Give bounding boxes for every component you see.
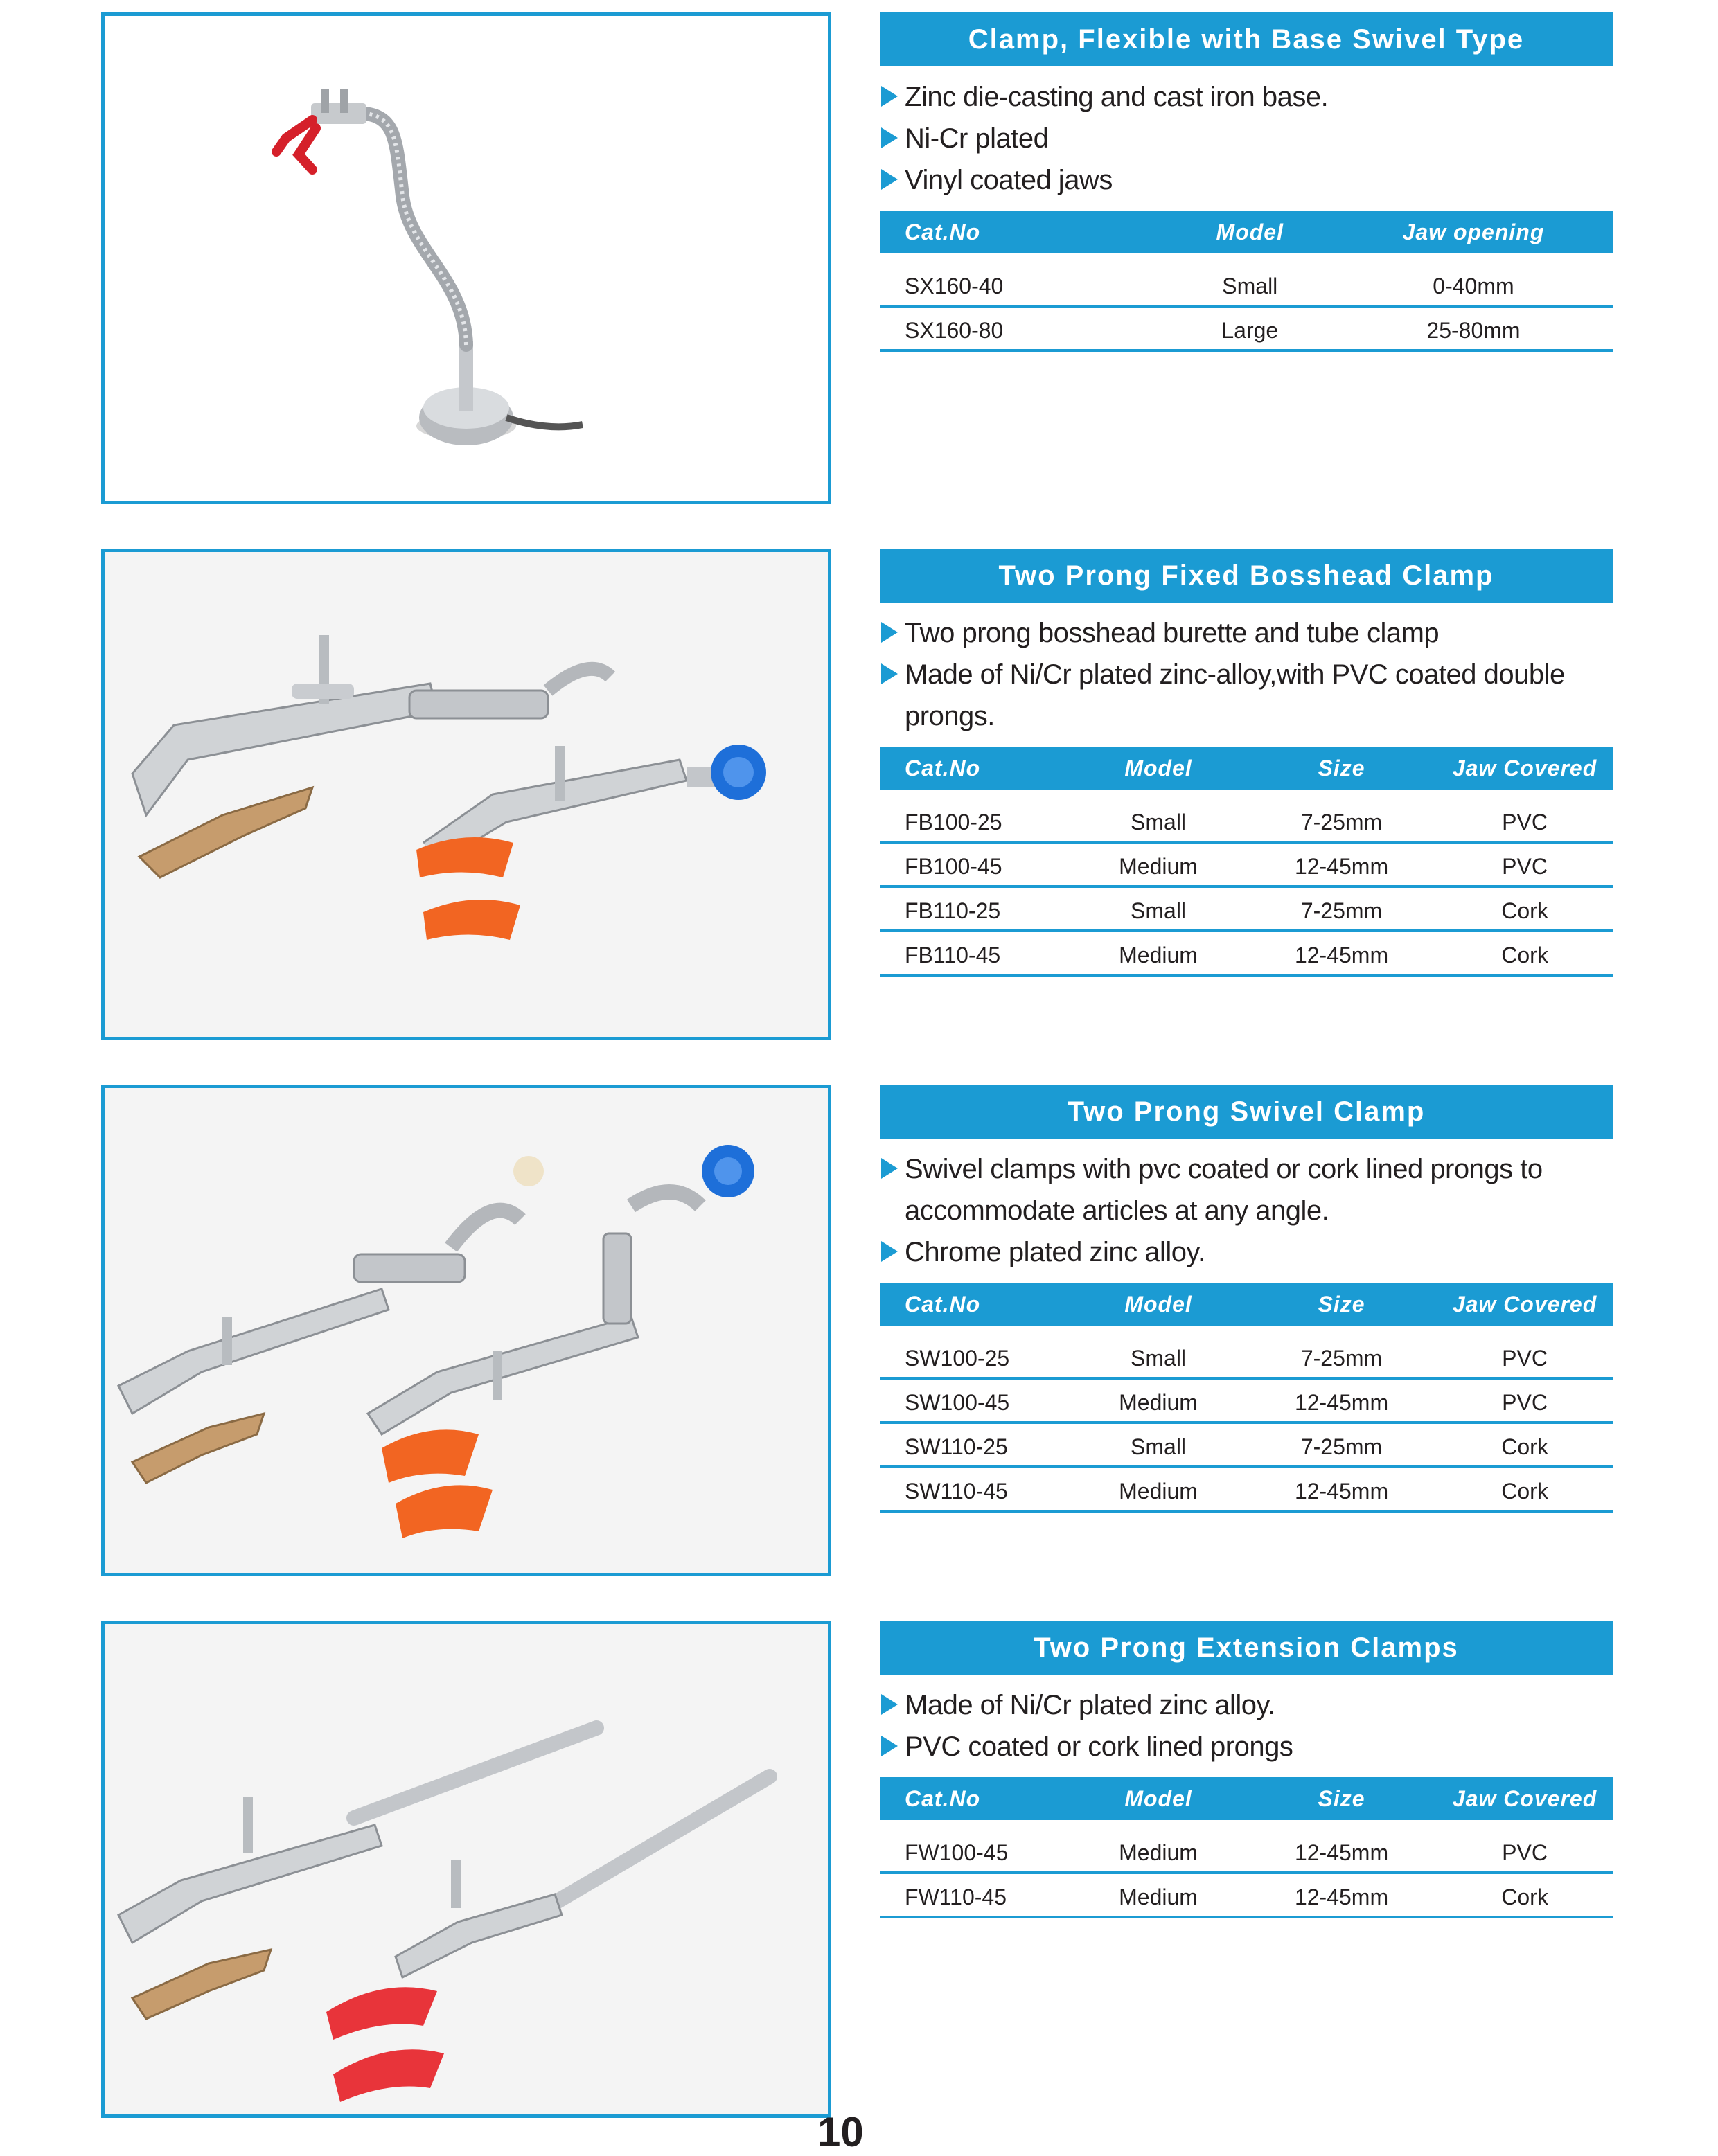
table-row <box>880 306 1613 350</box>
column-header: Cat.No <box>880 1283 1070 1326</box>
table-row <box>880 799 1613 842</box>
table-row <box>880 842 1613 887</box>
table-cell: 7-25mm <box>1246 1335 1437 1378</box>
feature-list <box>880 612 1613 737</box>
table-cell: FB110-25 <box>880 887 1070 931</box>
column-header: Model <box>1070 1283 1246 1326</box>
table-cell: PVC <box>1437 1378 1613 1423</box>
table-cell: SX160-40 <box>880 263 1166 306</box>
table-cell: 25-80mm <box>1334 306 1613 350</box>
table-row <box>880 887 1613 931</box>
feature-item: Made of Ni/Cr plated zinc alloy. <box>880 1684 1613 1726</box>
table-cell: Medium <box>1070 1467 1246 1511</box>
table-cell: FW100-45 <box>880 1830 1070 1873</box>
table-cell: 12-45mm <box>1246 1467 1437 1511</box>
product-title: Clamp, Flexible with Base Swivel Type <box>880 12 1613 66</box>
column-header: Model <box>1070 747 1246 790</box>
spec-table <box>880 211 1613 352</box>
table-cell: Medium <box>1070 1378 1246 1423</box>
column-header: Jaw opening <box>1334 211 1613 253</box>
table-cell: PVC <box>1437 842 1613 887</box>
table-cell: PVC <box>1437 1335 1613 1378</box>
product-photo-swivel-clamp <box>101 1085 831 1576</box>
table-cell: Small <box>1070 1423 1246 1467</box>
table-header-row <box>880 211 1613 253</box>
table-cell: PVC <box>1437 1830 1613 1873</box>
feature-item: Two prong bosshead burette and tube clamp <box>880 612 1613 654</box>
table-header-row <box>880 1283 1613 1326</box>
table-cell: SX160-80 <box>880 306 1166 350</box>
bullet-triangle-icon <box>881 1241 898 1262</box>
feature-list <box>880 76 1613 201</box>
table-cell: Medium <box>1070 1830 1246 1873</box>
table-cell: Medium <box>1070 1873 1246 1917</box>
table-cell: Small <box>1070 887 1246 931</box>
bullet-triangle-icon <box>881 169 898 190</box>
table-cell: PVC <box>1437 799 1613 842</box>
column-header: Model <box>1070 1777 1246 1820</box>
table-cell: Cork <box>1437 1467 1613 1511</box>
table-cell: Cork <box>1437 1423 1613 1467</box>
product-photo-fixed-bosshead-clamp <box>101 549 831 1040</box>
table-cell: FB100-45 <box>880 842 1070 887</box>
table-row <box>880 931 1613 975</box>
table-cell: 7-25mm <box>1246 799 1437 842</box>
feature-item: Made of Ni/Cr plated zinc-alloy,with PVC coated double prongs. <box>880 654 1613 737</box>
spec-table <box>880 1283 1613 1513</box>
table-cell: 7-25mm <box>1246 1423 1437 1467</box>
bullet-triangle-icon <box>881 127 898 148</box>
table-row <box>880 1830 1613 1873</box>
table-cell: Cork <box>1437 931 1613 975</box>
table-cell: Small <box>1166 263 1334 306</box>
table-row <box>880 1873 1613 1917</box>
spec-table <box>880 1777 1613 1918</box>
bullet-triangle-icon <box>881 622 898 643</box>
spec-table <box>880 747 1613 977</box>
column-header: Size <box>1246 747 1437 790</box>
column-header: Cat.No <box>880 747 1070 790</box>
table-cell: FB110-45 <box>880 931 1070 975</box>
product-title: Two Prong Swivel Clamp <box>880 1085 1613 1139</box>
table-cell: 7-25mm <box>1246 887 1437 931</box>
feature-item: Chrome plated zinc alloy. <box>880 1231 1613 1273</box>
bullet-triangle-icon <box>881 1694 898 1715</box>
bullet-triangle-icon <box>881 1736 898 1756</box>
flexible-clamp-illustration <box>105 16 828 501</box>
page-number: 10 <box>817 2109 864 2155</box>
table-header-row <box>880 747 1613 790</box>
swivel-clamp-illustration <box>105 1088 828 1573</box>
table-cell: Small <box>1070 1335 1246 1378</box>
feature-item: PVC coated or cork lined prongs <box>880 1726 1613 1767</box>
product-title: Two Prong Extension Clamps <box>880 1621 1613 1675</box>
column-header: Jaw Covered <box>1437 747 1613 790</box>
table-cell: Cork <box>1437 1873 1613 1917</box>
table-cell: SW110-45 <box>880 1467 1070 1511</box>
table-cell: 12-45mm <box>1246 1378 1437 1423</box>
product-info-fixed-bosshead-clamp <box>880 549 1613 977</box>
product-title: Two Prong Fixed Bosshead Clamp <box>880 549 1613 603</box>
product-info-extension-clamps <box>880 1621 1613 1918</box>
product-photo-flexible-clamp <box>101 12 831 504</box>
table-cell: 12-45mm <box>1246 1873 1437 1917</box>
column-header: Jaw Covered <box>1437 1283 1613 1326</box>
feature-item: Swivel clamps with pvc coated or cork lined prongs to accommodate articles at any angle. <box>880 1148 1613 1231</box>
column-header: Size <box>1246 1777 1437 1820</box>
table-cell: 12-45mm <box>1246 842 1437 887</box>
table-cell: FB100-25 <box>880 799 1070 842</box>
table-row <box>880 1423 1613 1467</box>
table-cell: 0-40mm <box>1334 263 1613 306</box>
bullet-triangle-icon <box>881 663 898 684</box>
feature-list <box>880 1684 1613 1767</box>
product-info-flexible-clamp <box>880 12 1613 352</box>
column-header: Cat.No <box>880 211 1166 253</box>
table-cell: 12-45mm <box>1246 931 1437 975</box>
bosshead-clamp-illustration <box>105 552 828 1037</box>
column-header: Size <box>1246 1283 1437 1326</box>
table-row <box>880 1467 1613 1511</box>
table-cell: Cork <box>1437 887 1613 931</box>
table-cell: SW100-25 <box>880 1335 1070 1378</box>
table-cell: SW110-25 <box>880 1423 1070 1467</box>
column-header: Jaw Covered <box>1437 1777 1613 1820</box>
bullet-triangle-icon <box>881 86 898 107</box>
bullet-triangle-icon <box>881 1158 898 1179</box>
column-header: Model <box>1166 211 1334 253</box>
feature-item: Vinyl coated jaws <box>880 159 1613 201</box>
table-row <box>880 263 1613 306</box>
table-cell: Large <box>1166 306 1334 350</box>
product-info-swivel-clamp <box>880 1085 1613 1513</box>
table-row <box>880 1378 1613 1423</box>
table-header-row <box>880 1777 1613 1820</box>
feature-list <box>880 1148 1613 1273</box>
table-cell: 12-45mm <box>1246 1830 1437 1873</box>
column-header: Cat.No <box>880 1777 1070 1820</box>
feature-item: Zinc die-casting and cast iron base. <box>880 76 1613 118</box>
table-cell: Medium <box>1070 931 1246 975</box>
extension-clamps-illustration <box>105 1624 828 2114</box>
feature-item: Ni-Cr plated <box>880 118 1613 159</box>
table-row <box>880 1335 1613 1378</box>
product-photo-extension-clamps <box>101 1621 831 2118</box>
table-cell: Medium <box>1070 842 1246 887</box>
table-cell: Small <box>1070 799 1246 842</box>
table-cell: SW100-45 <box>880 1378 1070 1423</box>
table-cell: FW110-45 <box>880 1873 1070 1917</box>
